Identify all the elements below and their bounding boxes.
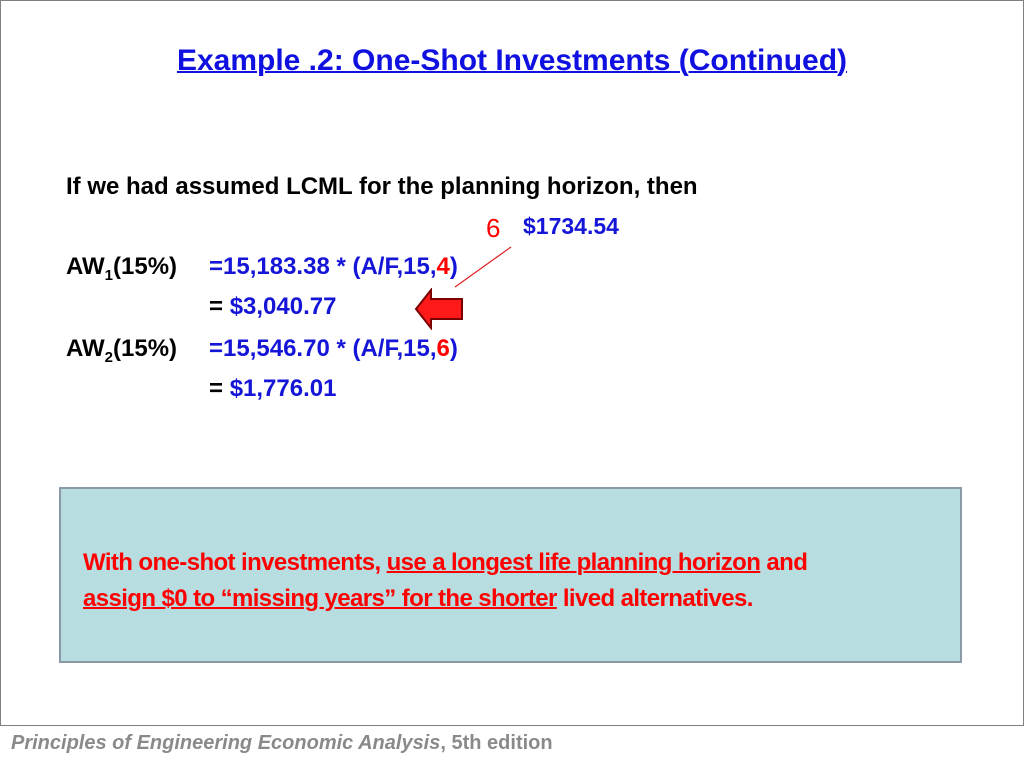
aw2-formula [209,335,458,363]
correction-amount: $1734.54 [523,213,619,239]
aw1-label-suffix: (15%) [113,253,178,280]
note-part5: lived alternatives. [556,585,753,612]
intro-text: If we had assumed LCML for the planning horizon, then [66,173,698,200]
note-part1: With one-shot investments, [83,549,387,576]
aw2-formula-main: =15,546.70 * (A/F,15, [209,335,437,362]
note-text [83,545,953,617]
footer [11,732,553,755]
note-part4: assign $0 to “missing years” for the shorter [83,585,557,612]
footer-book-title: Principles of Engineering Economic Analysis [11,732,441,754]
aw1-formula-main: =15,183.38 * (A/F,15, [209,253,437,280]
aw1-result-value: $3,040.77 [229,293,337,320]
aw2-row [66,335,177,366]
aw2-result [209,375,336,403]
slide-title: Example .2: One-Shot Investments (Continued) [176,44,848,77]
aw2-result-value: $1,776.01 [229,375,337,402]
note-part3: and [760,549,808,576]
note-part2: use a longest life planning horizon [386,549,761,576]
aw2-formula-n: 6 [436,335,450,362]
aw1-formula-n: 4 [436,253,450,280]
aw2-label-prefix: AW [66,335,105,362]
aw2-formula-close: ) [449,335,458,362]
footer-edition: , 5th edition [440,732,553,754]
aw1-result-eq: = [209,293,224,320]
aw2-label-sub: 2 [104,348,114,366]
aw2-label-suffix: (15%) [113,335,178,362]
aw1-label-sub: 1 [104,266,114,284]
left-arrow-icon [414,288,464,330]
correction-six: 6 [486,213,501,243]
aw1-formula-close: ) [449,253,458,280]
note-box [59,487,962,663]
aw2-result-eq: = [209,375,224,402]
aw1-label-prefix: AW [66,253,105,280]
